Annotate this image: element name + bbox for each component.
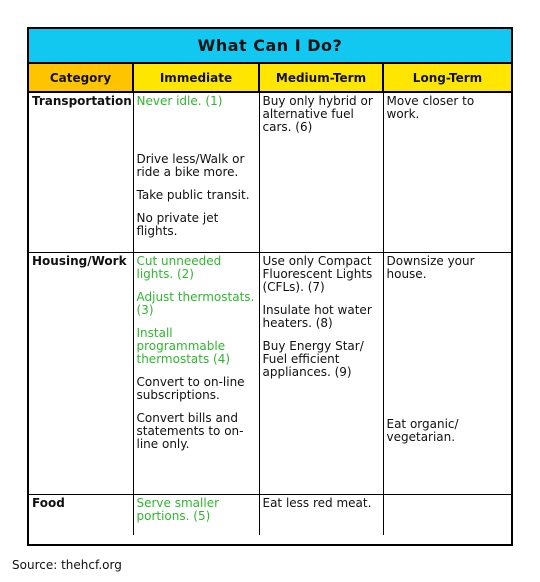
- long-term-cell: [383, 92, 511, 252]
- immediate-cell: [133, 494, 259, 535]
- long-term-cell: [383, 252, 511, 494]
- category-cell: Food: [29, 494, 133, 535]
- header-immediate: Immediate: [133, 64, 259, 92]
- medium-term-cell: [259, 494, 383, 535]
- list-item: Convert bills and statements to on-line only.: [136, 410, 244, 451]
- list-item: Move closer to work.: [386, 94, 475, 121]
- header-long-term: Long-Term: [383, 64, 511, 92]
- table-frame: [27, 27, 513, 546]
- list-item: Convert to on-line subscriptions.: [136, 374, 245, 402]
- list-item: Eat less red meat.: [262, 495, 372, 510]
- immediate-cell: [133, 92, 259, 252]
- list-item: Insulate hot water heaters. (8): [262, 302, 372, 330]
- source-credit: Source: thehcf.org: [12, 558, 122, 572]
- table-row: [29, 92, 511, 252]
- table-row: [29, 252, 511, 494]
- list-item: Take public transit.: [136, 188, 250, 202]
- medium-term-cell: [259, 92, 383, 252]
- list-item: Use only Compact Fluorescent Lights (CFLs). (7): [262, 253, 373, 294]
- table-row: [29, 494, 511, 535]
- medium-term-cell: [259, 252, 383, 494]
- title-bar: [29, 29, 511, 64]
- list-item: Serve smaller portions. (5): [136, 495, 220, 523]
- list-item: Never idle. (1): [136, 94, 223, 108]
- header-row: [29, 64, 511, 92]
- list-item: Adjust thermostats. (3): [136, 289, 255, 317]
- list-item: Cut unneeded lights. (2): [136, 253, 222, 281]
- action-table: [29, 64, 511, 535]
- list-item: Drive less/Walk or ride a bike more.: [136, 152, 245, 179]
- header-medium-term: Medium-Term: [259, 64, 383, 92]
- long-term-cell: [383, 494, 511, 535]
- table-title: What Can I Do?: [197, 36, 343, 55]
- header-category: Category: [29, 64, 133, 92]
- list-item: Buy Energy Star/ Fuel efficient appliances. (9): [262, 338, 364, 379]
- list-item: Eat organic/ vegetarian.: [386, 416, 459, 444]
- immediate-cell: [133, 252, 259, 494]
- list-item: Buy only hybrid or alternative fuel cars. (6): [262, 94, 373, 134]
- list-item: Downsize your house.: [386, 253, 475, 281]
- category-cell: Transportation: [29, 92, 133, 252]
- list-item: No private jet flights.: [136, 211, 219, 238]
- list-item: Install programmable thermostats (4): [136, 325, 231, 366]
- category-cell: Housing/Work: [29, 252, 133, 494]
